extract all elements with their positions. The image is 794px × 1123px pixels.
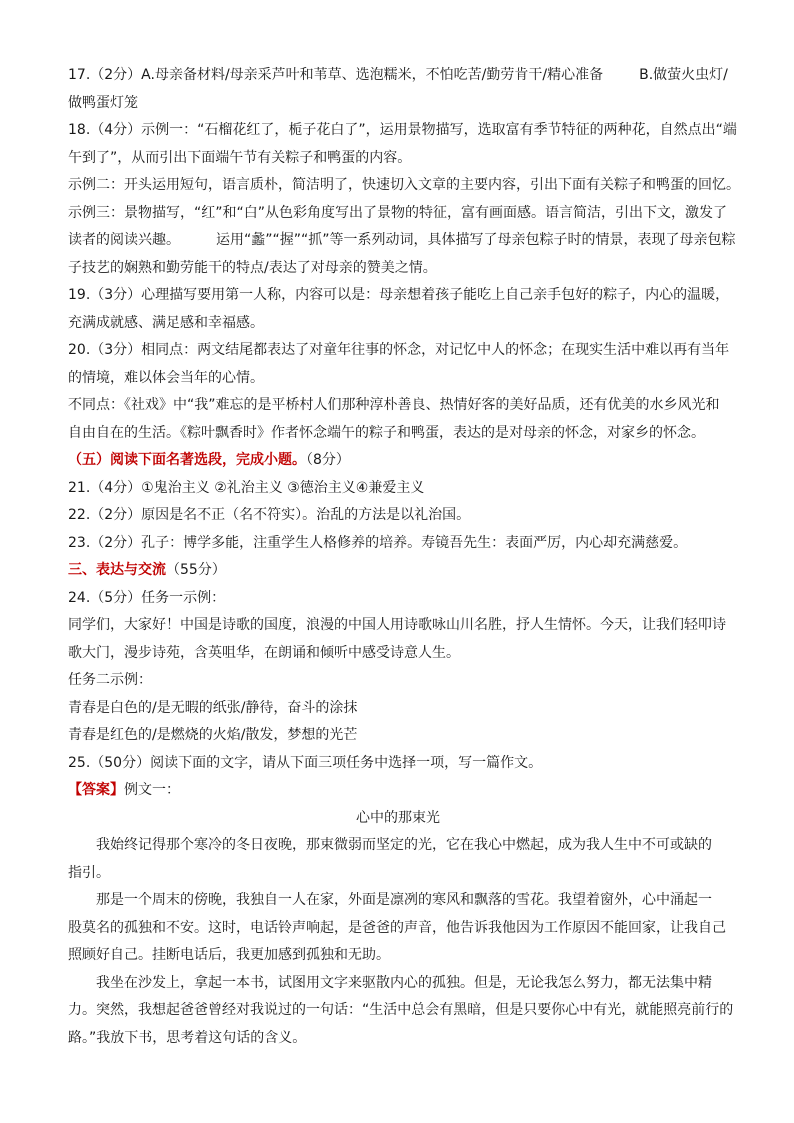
essay-p3-text-1: 我坐在沙发上，拿起一本书，试图用文字来驱散内心的孤独。但是，无论我怎么努力，都无法集中精: [96, 974, 712, 991]
essay-title: 心中的那束光: [356, 809, 440, 826]
section-3-score: （55分）: [166, 562, 226, 578]
answer-page: [68, 62, 740, 1052]
q20-line-4: 自由自在的生活。《粽叶飘香时》作者怀念端午的粽子和鸭蛋，表达的是对母亲的怀念，对家乡的怀念。: [68, 424, 705, 441]
q21-item-2: ②礼治主义: [214, 479, 283, 496]
q24-line-5: 青春是白色的/是无暇的纸张/静待，奋斗的涂抹: [68, 699, 358, 716]
q18-line-5-b: 运用“蠡”“握”“抓”等一系列动词，具体描写了母亲包粽子时的情景，表现了母亲包粽: [216, 232, 736, 248]
q21-item-4: ④兼爱主义: [355, 479, 425, 496]
q19-line-2: 充满成就感、满足感和幸福感。: [68, 314, 264, 331]
essay-p1-line-1: [68, 832, 728, 860]
essay-p1-text-1: 我始终记得那个寒冷的冬日夜晚，那束微弱而坚定的光，它在我心中燃起，成为我人生中不可或缺的: [96, 837, 712, 853]
q18-line-5: [68, 227, 736, 255]
q20-line-3: 不同点：《社戏》中“我”难忘的是平桥村人们那种淳朴善良、热情好客的美好品质，还有优美的水乡风光和: [68, 397, 720, 413]
q17-answer-a: 17.（2分）A.母亲备材料/母亲采芦叶和苇草、选泡糯米，不怕吃苦/勤劳肯干/精心准备: [68, 67, 604, 83]
q21-prefix: 21.（4分）: [68, 479, 142, 496]
q20-line-2: 的情境，难以体会当年的心情。: [68, 369, 264, 386]
q24-line-2: 同学们，大家好！中国是诗歌的国度，浪漫的中国人用诗歌咏山川名胜，抒人生情怀。今天，让我们轻叩诗: [68, 617, 726, 633]
section-3-heading: [68, 557, 728, 585]
essay-p3-line-2: 力。突然，我想起爸爸曾经对我说过的一句话：“生活中总会有黑暗，但是只要你心中有光，就能照亮前行的: [68, 1002, 734, 1018]
q24-line-1: 24.（5分）任务一示例：: [68, 589, 226, 606]
section-3-title: 三、表达与交流: [68, 562, 166, 578]
q24-line-4: 任务二示例：: [68, 672, 152, 688]
essay-p2-line-3: 照顾好自己。挂断电话后，我更加感到孤独和无助。: [68, 947, 390, 963]
q24-line-3: 歌大门，漫步诗苑，含英咀华，在朗诵和倾听中感受诗意人生。: [68, 644, 460, 661]
example-essay-label: 例文一：: [124, 782, 180, 798]
essay-p3-line-3: 路。”我放下书，思考着这句话的含义。: [68, 1029, 307, 1046]
q21-item-1: ①鬼治主义: [141, 479, 210, 496]
section-5-title: （五）阅读下面名著选段，完成小题。: [68, 452, 306, 468]
q18-line-1: 18.（4分）示例一：“石榴花红了，栀子花白了”，运用景物描写，选取富有季节特征的两种花，自然点出“端: [68, 122, 737, 138]
q19-line-1: 19.（3分）心理描写要用第一人称，内容可以是：母亲想着孩子能吃上自己亲手包好的粽子，内心的温暖，: [68, 287, 730, 303]
q18-line-2: 午到了”，从而引出下面端午节有关粽子和鸭蛋的内容。: [68, 149, 412, 166]
section-5-heading: [68, 447, 728, 475]
q18-line-6: 子技艺的娴熟和勤劳能干的特点/表达了对母亲的赞美之情。: [68, 259, 437, 276]
q18-line-4: 示例三：景物描写，“红”和“白”从色彩角度写出了景物的特征，富有画面感。语言简洁，引出下文，激发了: [68, 204, 728, 221]
answer-tag: 【答案】: [68, 782, 124, 798]
essay-p1-line-2: 指引。: [68, 864, 110, 881]
essay-p2-line-1: [68, 887, 728, 915]
essay-p2-text-1: 那是一个周末的傍晚，我独自一人在家，外面是凛冽的寒风和飘落的雪花。我望着窗外，心中涌起一: [96, 892, 712, 908]
q18-line-5-a: 读者的阅读兴趣。: [68, 232, 180, 248]
q17-line-2: 做鸭蛋灯笼: [68, 94, 138, 111]
q21-item-3: ③德治主义: [287, 479, 356, 496]
q25-line-1: 25.（50分）阅读下面的文字，请从下面三项任务中选择一项，写一篇作文。: [68, 754, 543, 771]
q20-line-1: 20.（3分）相同点：两文结尾都表达了对童年往事的怀念，对记忆中人的怀念；在现实生活中难以再有当年: [68, 342, 730, 358]
q23-line: 23.（2分）孔子：博学多能，注重学生人格修养的培养。寿镜吾先生：表面严厉，内心却充满慈爱。: [68, 534, 688, 551]
q22-line: 22.（2分）原因是名不正（名不符实）。治乱的方法是以礼治国。: [68, 507, 471, 523]
section-5-score: （8分）: [306, 452, 350, 468]
q21-line: [68, 475, 728, 503]
q24-line-6: 青春是红色的/是燃烧的火焰/散发，梦想的光芒: [68, 727, 358, 743]
q18-line-3: 示例二：开头运用短句，语言质朴，简洁明了，快速切入文章的主要内容，引出下面有关粽子和鸭蛋的回忆。: [68, 177, 740, 193]
q17-answer-b: B.做萤火虫灯/: [639, 67, 728, 83]
essay-p3-line-1: [68, 970, 728, 998]
essay-p2-line-2: 股莫名的孤独和不安。这时，电话铃声响起，是爸爸的声音，他告诉我他因为工作原因不能回家，让我自己: [68, 919, 726, 936]
q17-line-1: [68, 62, 728, 90]
q25-answer-line: [68, 777, 728, 805]
